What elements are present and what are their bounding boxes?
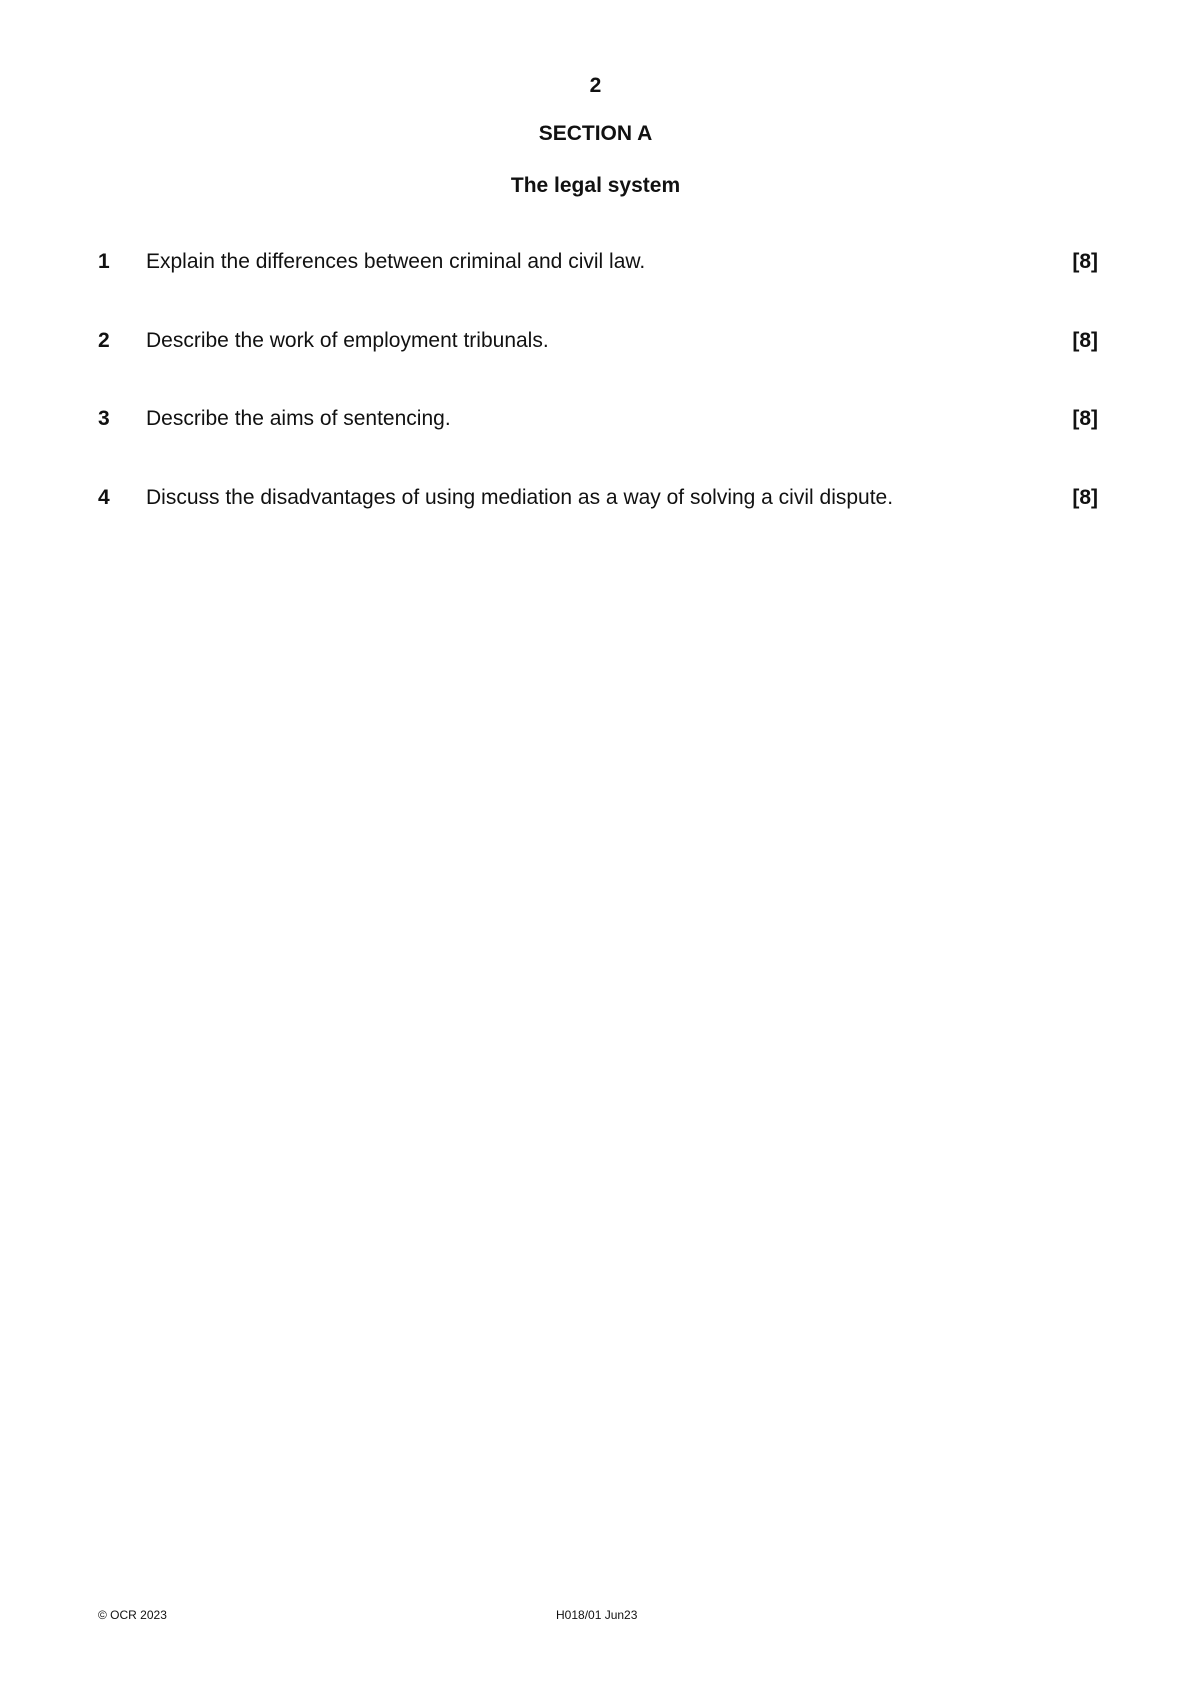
question-text: Describe the aims of sentencing.	[146, 407, 451, 430]
question-marks: [8]	[1072, 486, 1098, 509]
question-2	[98, 329, 1098, 359]
section-subtitle: The legal system	[510, 174, 681, 197]
question-marks: [8]	[1072, 250, 1098, 273]
footer-copyright: © OCR 2023	[98, 1608, 167, 1622]
question-3	[98, 407, 1098, 437]
question-number: 3	[98, 407, 110, 430]
footer-paper-code: H018/01 Jun23	[556, 1608, 638, 1622]
question-marks: [8]	[1072, 329, 1098, 352]
question-number: 2	[98, 329, 110, 352]
section-title: SECTION A	[538, 122, 653, 145]
question-number: 1	[98, 250, 110, 273]
question-marks: [8]	[1072, 407, 1098, 430]
question-4	[98, 486, 1098, 516]
page-number: 2	[589, 74, 602, 97]
question-text: Discuss the disadvantages of using mediation as a way of solving a civil dispute.	[146, 486, 894, 509]
question-text: Explain the differences between criminal and civil law.	[146, 250, 646, 273]
question-1	[98, 250, 1098, 280]
question-text: Describe the work of employment tribunals.	[146, 329, 549, 352]
question-number: 4	[98, 486, 110, 509]
